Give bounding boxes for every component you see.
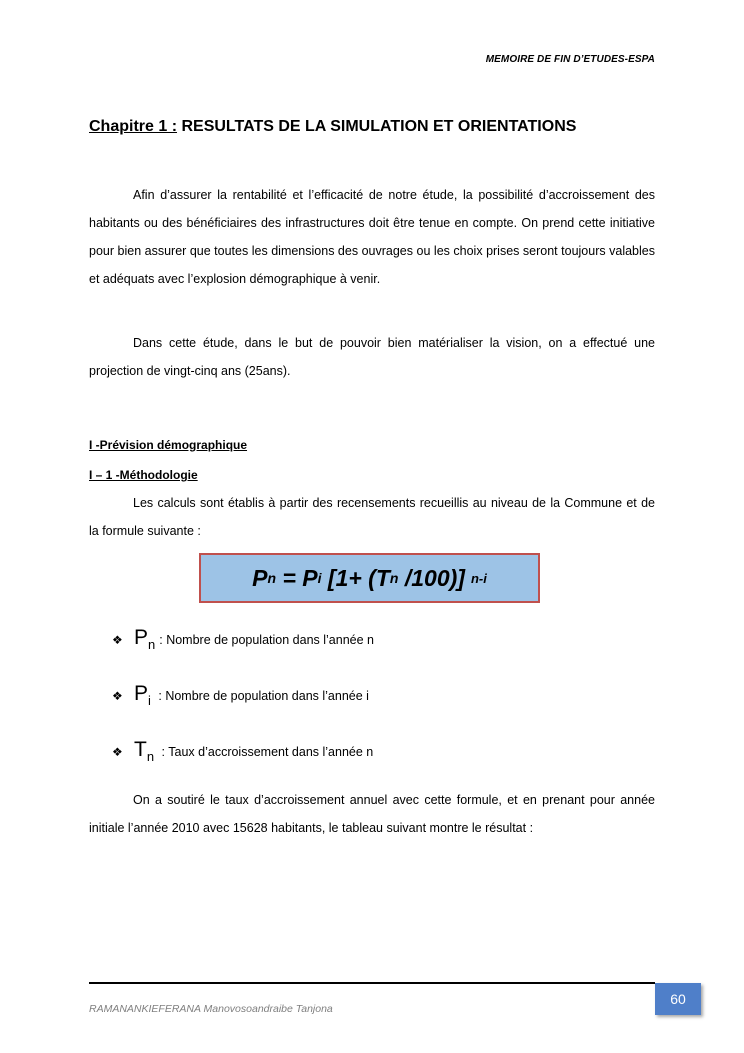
chapter-title	[89, 118, 576, 136]
paragraph-calculs: Les calculs sont établis à partir des recensements recueillis au niveau de la Commune et de la formule suivante :	[89, 496, 655, 538]
paragraph-taux: On a soutiré le taux d’accroissement annuel avec cette formule, et en prenant pour année initiale l’année 2010 avec 15628 habitants, le tableau suivant montre le résultat :	[89, 793, 655, 835]
variable-description: : Taux d’accroissement dans l’année n	[158, 745, 374, 759]
variable-symbol: $T_n$	[134, 738, 155, 764]
list-item	[112, 626, 374, 656]
list-item	[112, 738, 373, 768]
list-item	[112, 682, 369, 712]
diamond-bullet-icon: ❖	[112, 633, 123, 647]
paragraph-intro: Afin d’assurer la rentabilité et l’efficacité de notre étude, la possibilité d’accroissement des habitants ou des bénéficiaires des infrastructures doit être tenue en compte. On prend cette initiative pour bien assurer que toutes les dimensions des ouvrages ou les choix prises seront toujours valables et adéquats avec l’explosion démographique à venir.	[89, 188, 655, 286]
section-heading-methodologie: I – 1 -Méthodologie	[89, 468, 198, 482]
running-header: MEMOIRE DE FIN D’ETUDES-ESPA	[485, 54, 655, 65]
section-heading-prevision: I -Prévision démographique	[89, 438, 248, 452]
chapter-heading: RESULTATS DE LA SIMULATION ET ORIENTATIONS	[181, 118, 577, 135]
paragraph-projection: Dans cette étude, dans le but de pouvoir bien matérialiser la vision, on a effectué une projection de vingt-cinq ans (25ans).	[89, 336, 655, 378]
footer-divider	[89, 982, 655, 984]
formula-box: P n = P i [1+ ( T n /100)] n-i	[199, 553, 540, 603]
chapter-label: Chapitre 1 :	[89, 118, 178, 135]
page-number: 60	[655, 983, 701, 1015]
diamond-bullet-icon: ❖	[112, 745, 123, 759]
variable-description: : Nombre de population dans l’année i	[154, 689, 369, 703]
variable-description: : Nombre de population dans l’année n	[159, 633, 374, 647]
diamond-bullet-icon: ❖	[112, 689, 123, 703]
variable-symbol: $P_i$	[134, 682, 151, 708]
variable-symbol: $P_n$	[134, 626, 156, 652]
footer-author: RAMANANKIEFERANA Manovosoandraibe Tanjona	[89, 1003, 333, 1015]
